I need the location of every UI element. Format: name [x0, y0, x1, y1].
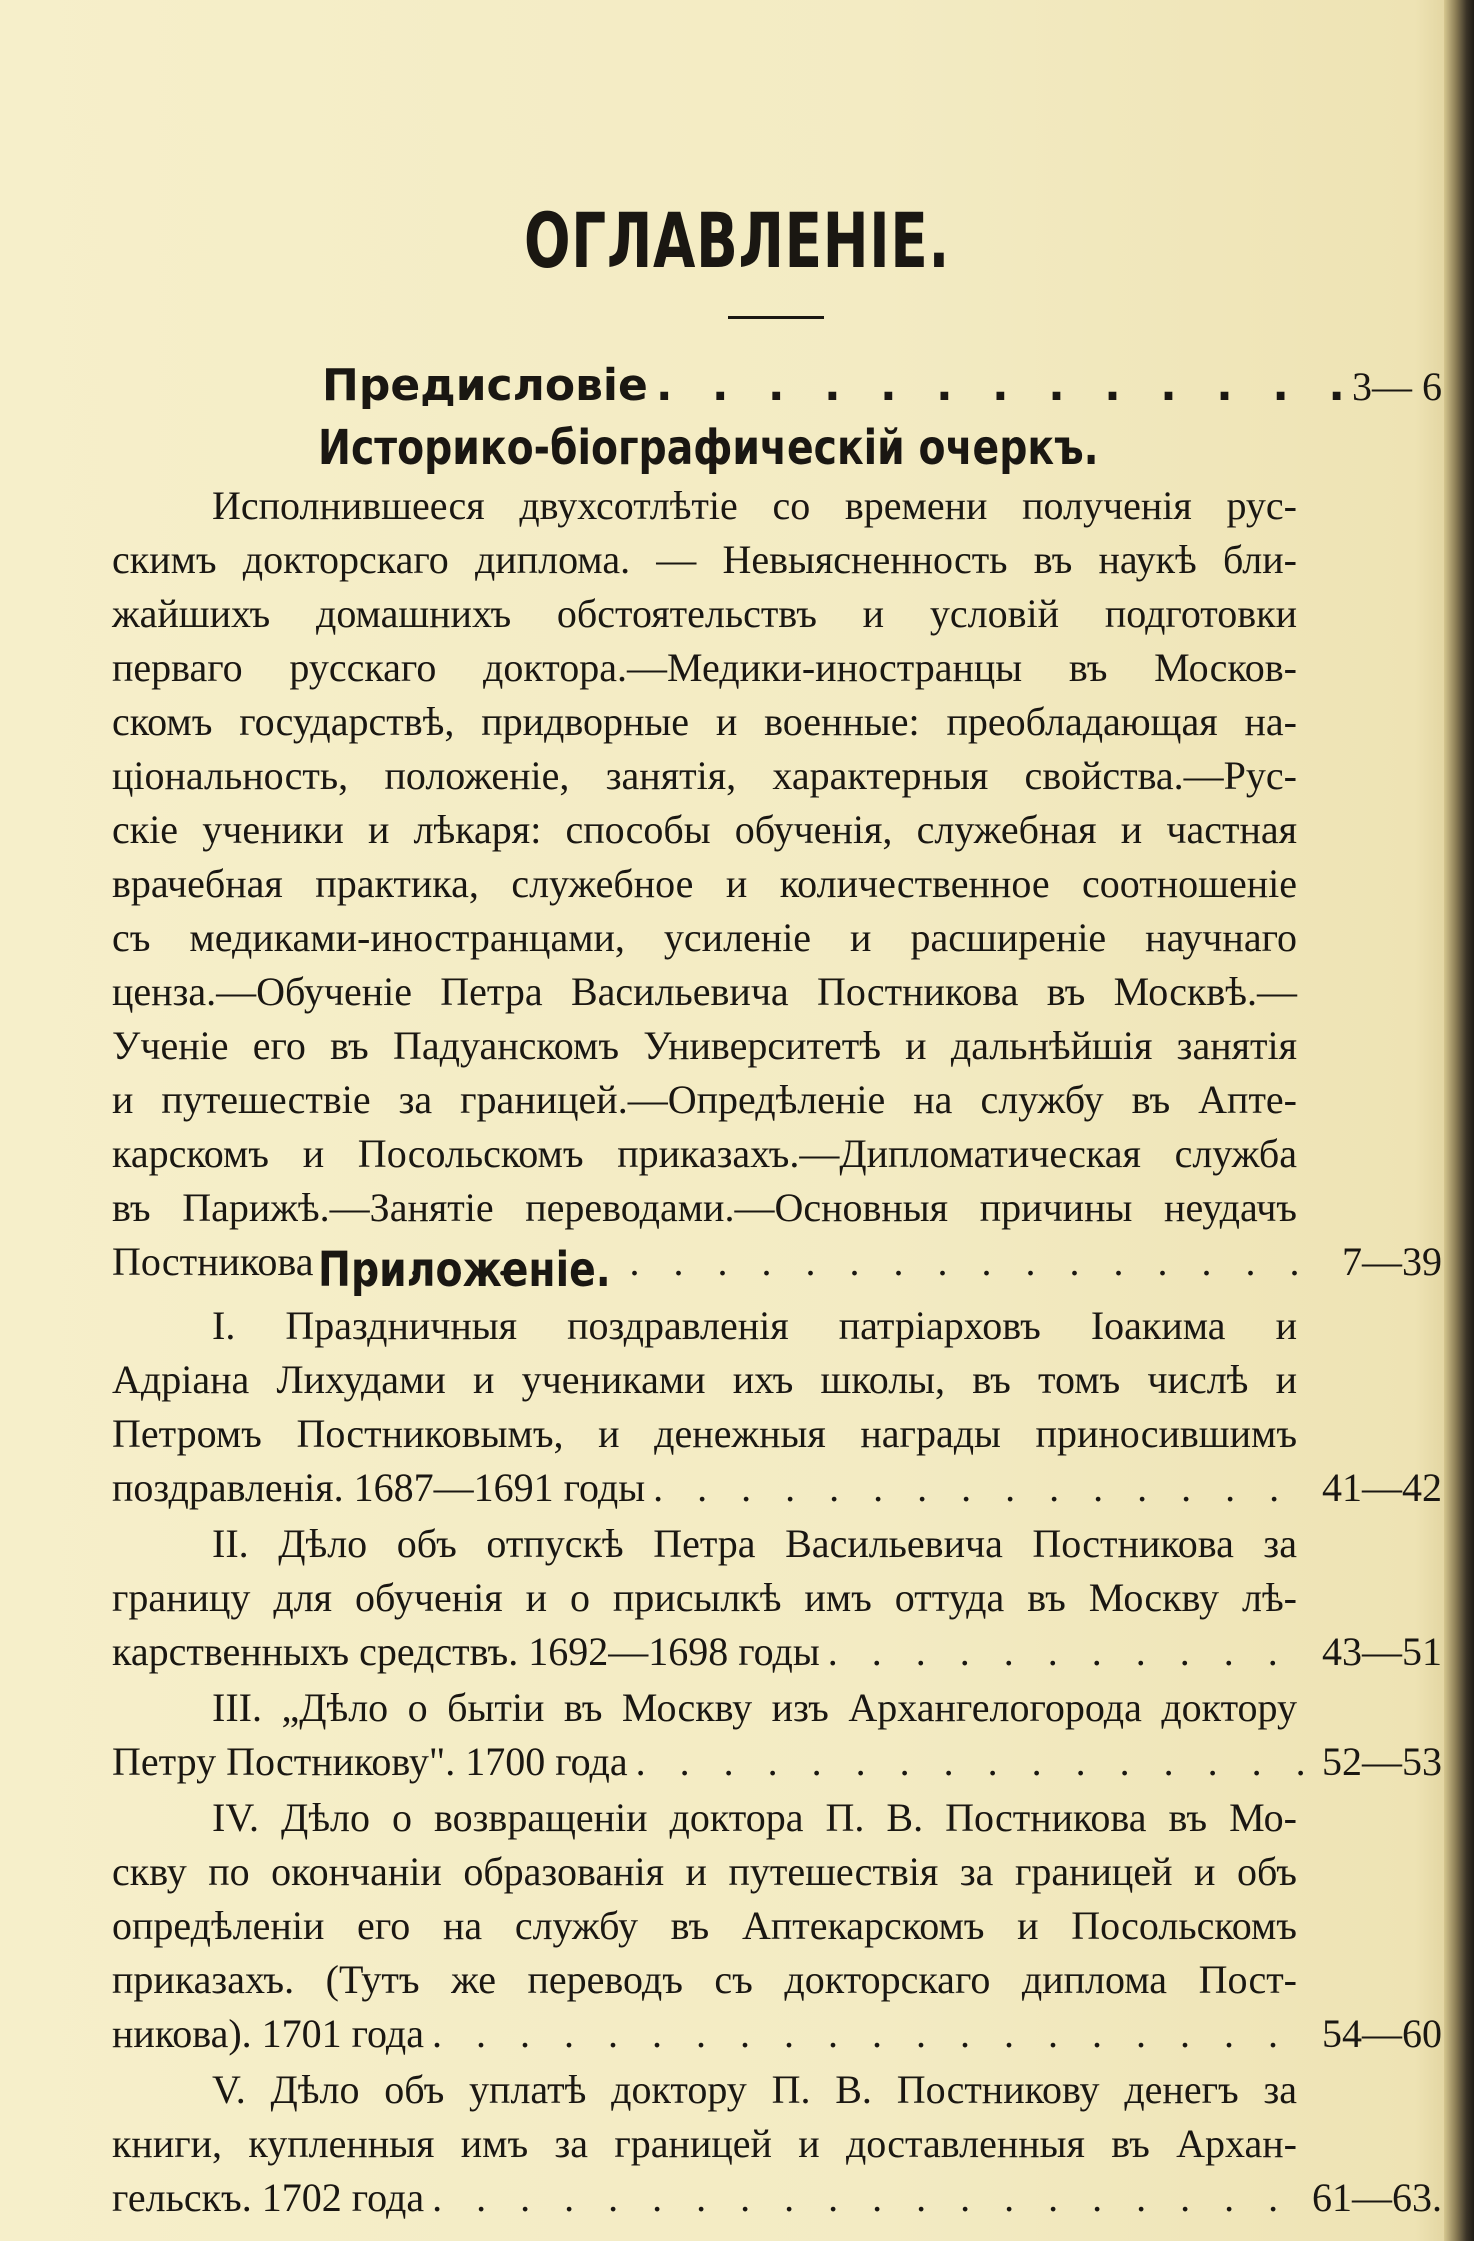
essay-line: и путешествіе за границей.—Опредѣленіе на службу въ Апте-: [112, 1077, 1297, 1122]
page-range: 61—63.: [1312, 2175, 1442, 2220]
appendix-line: V. Дѣло объ уплатѣ доктору П. В. Постникову денегъ за: [212, 2067, 1297, 2112]
appendix-line: III. „Дѣло о бытіи въ Москву изъ Архангелогорода доктору: [212, 1685, 1297, 1730]
toc-label: Постникова: [112, 1239, 314, 1284]
appendix-line: IV. Дѣло о возвращеніи доктора П. В. Постникова въ Мо-: [212, 1795, 1297, 1840]
title-rule: [728, 316, 824, 319]
appendix-line: книги, купленныя имъ за границей и доставленныя въ Архан-: [112, 2121, 1297, 2166]
toc-entry-appendix-2: [112, 1624, 1442, 1684]
essay-line: Исполнившееся двухсотлѣтіе со времени полученія рус-: [212, 483, 1297, 528]
toc-label: карственныхъ средствъ. 1692—1698 годы: [112, 1629, 820, 1674]
essay-line: скимъ докторскаго диплома. — Невыясненность въ наукѣ бли-: [112, 537, 1297, 582]
essay-line: перваго русскаго доктора.—Медики-иностранцы въ Москов-: [112, 645, 1297, 690]
page-range: 7—39: [1342, 1239, 1442, 1284]
toc-entry-appendix-3: [112, 1734, 1442, 1794]
leader-dots: [432, 2170, 1304, 2226]
toc-entry-appendix-1: [112, 1460, 1442, 1520]
appendix-line: II. Дѣло объ отпускѣ Петра Васильевича Постникова за: [212, 1521, 1297, 1566]
section-heading-essay: Историко-біографическій очеркъ.: [318, 420, 1099, 476]
leader-dots: [653, 1460, 1314, 1516]
leader-dots: [828, 1624, 1314, 1680]
toc-label: Петру Постникову". 1700 года: [112, 1739, 628, 1784]
leader-dots: [656, 358, 1344, 414]
appendix-line: Петромъ Постниковымъ, и денежныя награды приносившимъ: [112, 1411, 1297, 1456]
toc-entry-appendix-5: [112, 2170, 1442, 2230]
leader-dots: [636, 1734, 1314, 1790]
appendix-heading: Приложеніе.: [318, 1242, 611, 1298]
toc-label: никова). 1701 года: [112, 2011, 425, 2056]
essay-line: жайшихъ домашнихъ обстоятельствъ и условій подготовки: [112, 591, 1297, 636]
page-range: 43—51: [1322, 1629, 1442, 1674]
page-range: 54—60: [1322, 2011, 1442, 2056]
page-edge: [1444, 0, 1474, 2241]
appendix-line: Адріана Лихудами и учениками ихъ школы, въ томъ числѣ и: [112, 1357, 1297, 1402]
appendix-line: опредѣленіи его на службу въ Аптекарскомъ и Посольскомъ: [112, 1903, 1297, 1948]
toc-label: гельскъ. 1702 года: [112, 2175, 425, 2220]
appendix-line: скву по окончаніи образованія и путешествія за границей и объ: [112, 1849, 1297, 1894]
page-range: 52—53: [1322, 1739, 1442, 1784]
essay-line: врачебная практика, служебное и количественное соотношеніе: [112, 861, 1297, 906]
essay-line: скіе ученики и лѣкаря: способы обученія, служебная и частная: [112, 807, 1297, 852]
essay-line: скомъ государствѣ, придворные и военные: преобладающая на-: [112, 699, 1297, 744]
essay-line: карскомъ и Посольскомъ приказахъ.—Дипломатическая служба: [112, 1131, 1297, 1176]
toc-entry-essay: [112, 1234, 1442, 1294]
page-range: 3— 6: [1352, 364, 1442, 409]
page-range: 41—42: [1322, 1465, 1442, 1510]
essay-line: съ медиками-иностранцами, усиленіе и расширеніе научнаго: [112, 915, 1297, 960]
leader-dots: [432, 2006, 1314, 2062]
essay-line: ціональность, положеніе, занятія, характерныя свойства.—Рус-: [112, 753, 1297, 798]
essay-line: Ученіе его въ Падуанскомъ Университетѣ и дальнѣйшія занятія: [112, 1023, 1297, 1068]
appendix-line: I. Праздничныя поздравленія патріарховъ Іоакима и: [212, 1303, 1297, 1348]
appendix-line: границу для обученія и о присылкѣ имъ оттуда въ Москву лѣ-: [112, 1575, 1297, 1620]
toc-label: поздравленія. 1687—1691 годы: [112, 1465, 646, 1510]
appendix-line: приказахъ. (Тутъ же переводъ съ докторскаго диплома Пост-: [112, 1957, 1297, 2002]
toc-label: Предисловіе: [322, 360, 648, 411]
toc-entry-appendix-4: [112, 2006, 1442, 2066]
essay-line: въ Парижѣ.—Занятіе переводами.—Основныя причины неудачъ: [112, 1185, 1297, 1230]
essay-line: ценза.—Обученіе Петра Васильевича Постникова въ Москвѣ.—: [112, 969, 1297, 1014]
page-title: ОГЛАВЛЕНІЕ.: [524, 196, 950, 285]
toc-entry-preface: [322, 358, 1442, 418]
